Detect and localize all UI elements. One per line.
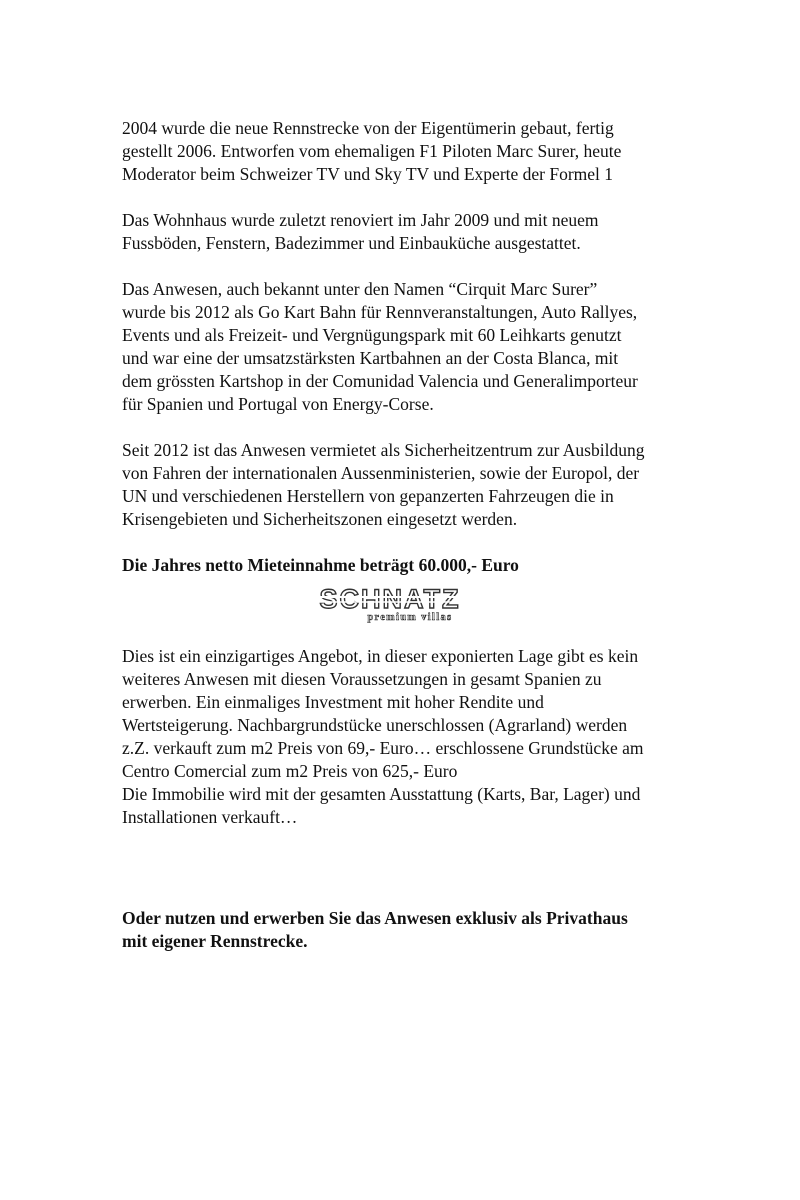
text-line: Events und als Freizeit- und Vergnügungspark mit 60 Leihkarts genutzt <box>122 325 622 345</box>
text-line: mit eigener Rennstrecke. <box>122 931 308 951</box>
text-line: weiteres Anwesen mit diesen Voraussetzungen in gesamt Spanien zu <box>122 669 602 689</box>
text-line: Das Wohnhaus wurde zuletzt renoviert im Jahr 2009 und mit neuem <box>122 210 599 230</box>
document-body <box>122 117 772 583</box>
offer-section <box>122 645 772 852</box>
text-line: Centro Comercial zum m2 Preis von 625,- Euro <box>122 761 458 781</box>
paragraph-renovation <box>122 209 772 255</box>
text-line: von Fahren der internationalen Aussenministerien, sowie der Europol, der <box>122 463 640 483</box>
text-line: Die Immobilie wird mit der gesamten Ausstattung (Karts, Bar, Lager) und <box>122 784 641 804</box>
text-line: 2004 wurde die neue Rennstrecke von der Eigentümerin gebaut, fertig <box>122 118 614 138</box>
text-line: UN und verschiedenen Herstellern von gepanzerten Fahrzeugen die in <box>122 486 614 506</box>
text-line: erwerben. Ein einmaliges Investment mit hoher Rendite und <box>122 692 544 712</box>
closing-statement <box>122 907 772 953</box>
text-line: Moderator beim Schweizer TV und Sky TV und Experte der Formel 1 <box>122 164 614 184</box>
text-line: z.Z. verkauft zum m2 Preis von 69,- Euro… erschlossene Grundstücke am <box>122 738 644 758</box>
text-line: Fussböden, Fenstern, Badezimmer und Einbauküche ausgestattet. <box>122 233 581 253</box>
svg-text:premium villas: premium villas <box>367 612 453 623</box>
text-line: Oder nutzen und erwerben Sie das Anwesen exklusiv als Privathaus <box>122 908 628 928</box>
text-line: wurde bis 2012 als Go Kart Bahn für Rennveranstaltungen, Auto Rallyes, <box>122 302 638 322</box>
text-line: Dies ist ein einzigartiges Angebot, in dieser exponierten Lage gibt es kein <box>122 646 639 666</box>
paragraph-circuit <box>122 278 772 416</box>
text-line: Das Anwesen, auch bekannt unter den Namen “Cirquit Marc Surer” <box>122 279 598 299</box>
svg-text:SCHNATZ: SCHNATZ <box>319 584 461 614</box>
text-line: und war eine der umsatzstärksten Kartbahnen an der Costa Blanca, mit <box>122 348 619 368</box>
rental-income-highlight: Die Jahres netto Mieteinnahme beträgt 60.000,- Euro <box>122 555 519 575</box>
paragraph-rental <box>122 439 772 531</box>
text-line: Installationen verkauft… <box>122 807 298 827</box>
text-line: Seit 2012 ist das Anwesen vermietet als Sicherheitzentrum zur Ausbildung <box>122 440 645 460</box>
text-line: dem grössten Kartshop in der Comunidad Valencia und Generalimporteur <box>122 371 638 391</box>
text-line: Krisengebieten und Sicherheitszonen eingesetzt werden. <box>122 509 518 529</box>
paragraph-offer <box>122 645 772 829</box>
text-line: Wertsteigerung. Nachbargrundstücke unerschlossen (Agrarland) werden <box>122 715 628 735</box>
text-line: gestellt 2006. Entworfen vom ehemaligen F1 Piloten Marc Surer, heute <box>122 141 622 161</box>
schnatz-logo <box>290 584 490 628</box>
text-line: für Spanien und Portugal von Energy-Corse. <box>122 394 434 414</box>
paragraph-history <box>122 117 772 186</box>
